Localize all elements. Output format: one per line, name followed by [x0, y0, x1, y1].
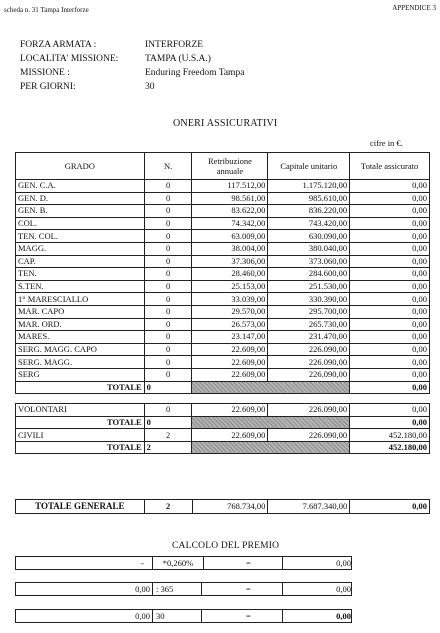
cell-n: 0: [144, 230, 192, 243]
cell-retribuzione: 38.004,00: [192, 242, 268, 255]
cell-totale: 0,00: [350, 305, 430, 318]
totale-generale-row: [16, 500, 430, 514]
table-header-row: [16, 153, 430, 180]
cell-totale: 0,00: [350, 368, 430, 381]
totale-label: TOTALE: [16, 381, 145, 394]
cell-n: 0: [144, 180, 192, 193]
table-row: [16, 280, 430, 293]
totale-generale-totale: 0,00: [350, 500, 430, 514]
header-totale: Totale assicurato: [350, 153, 430, 180]
civili-grado: CIVILI: [16, 429, 145, 442]
premio-1-b: *0,260%: [152, 557, 204, 569]
totale-volontari-row: [16, 416, 430, 429]
table-row: [16, 255, 430, 268]
table-row: [16, 217, 430, 230]
cell-n: 0: [144, 343, 192, 356]
premio-2-b: : 365: [152, 583, 202, 595]
premio-2-a: 0,00: [135, 584, 150, 594]
civili-totale: 452.180,00: [350, 429, 430, 442]
cell-n: 0: [144, 318, 192, 331]
cell-grado: TEN.: [16, 268, 145, 281]
premio-3-result: 0,00: [282, 610, 351, 622]
header-right: APPENDICE 3: [392, 4, 436, 12]
cell-n: 0: [144, 217, 192, 230]
cell-retribuzione: 74.342,00: [192, 217, 268, 230]
cell-capitale: 226.090,00: [268, 356, 350, 369]
premio-2-result: 0,00: [282, 583, 351, 595]
totale-label: TOTALE: [16, 416, 145, 429]
totale-value: 0,00: [350, 416, 430, 429]
cell-totale: 0,00: [350, 331, 430, 344]
info-value-giorni: 30: [145, 82, 155, 92]
cell-n: 0: [144, 255, 192, 268]
cell-totale: 0,00: [350, 343, 430, 356]
cell-grado: SERG. MAGG. CAPO: [16, 343, 145, 356]
totale-n: 0: [144, 416, 192, 429]
table-row: [16, 343, 430, 356]
premio-3-a: 0,00: [135, 611, 150, 621]
cell-retribuzione: 25.153,00: [192, 280, 268, 293]
cell-capitale: 265.730,00: [268, 318, 350, 331]
cell-retribuzione: 22.609,00: [192, 368, 268, 381]
cell-grado: GEN. D.: [16, 192, 145, 205]
info-label-giorni: PER GIORNI:: [20, 82, 76, 92]
cell-grado: MARES.: [16, 331, 145, 344]
table-row: [16, 268, 430, 281]
premio-row-2: [15, 582, 352, 596]
cell-grado: SERG. MAGG.: [16, 356, 145, 369]
table-row: [16, 318, 430, 331]
table-row: [16, 356, 430, 369]
table-row: [16, 192, 430, 205]
cell-n: 0: [144, 356, 192, 369]
insurance-table: [15, 152, 430, 454]
cell-n: 0: [144, 192, 192, 205]
totale-civili-row: [16, 441, 430, 454]
cell-retribuzione: 98.561,00: [192, 192, 268, 205]
cell-capitale: 373.060,00: [268, 255, 350, 268]
header-left: scheda n. 31 Tampa Interforze: [4, 6, 89, 14]
cell-totale: 0,00: [350, 280, 430, 293]
cell-totale: 0,00: [350, 293, 430, 306]
totale-value: 452.180,00: [350, 441, 430, 454]
cell-retribuzione: 26.573,00: [192, 318, 268, 331]
totale-generale-capitale: 7.687.340,00: [268, 500, 350, 514]
premio-1-result: 0,00: [282, 557, 351, 569]
table-row: [16, 293, 430, 306]
table-row: [16, 368, 430, 381]
totale-generale-label: TOTALE GENERALE: [16, 500, 145, 514]
premio-title: CALCOLO DEL PREMIO: [172, 541, 280, 551]
volontari-grado: VOLONTARI: [16, 404, 145, 417]
cell-retribuzione: 29.570,00: [192, 305, 268, 318]
cell-totale: 0,00: [350, 230, 430, 243]
cell-capitale: 284.600,00: [268, 268, 350, 281]
cell-capitale: 226.090,00: [268, 368, 350, 381]
premio-1-eq: =: [246, 558, 251, 568]
cell-totale: 0,00: [350, 356, 430, 369]
info-value-localita: TAMPA (U.S.A.): [145, 54, 211, 64]
premio-2-eq: =: [246, 584, 251, 594]
table-row: [16, 305, 430, 318]
cell-totale: 0,00: [350, 268, 430, 281]
info-value-forza: INTERFORZE: [145, 40, 204, 50]
cell-grado: 1° MARESCIALLO: [16, 293, 145, 306]
volontari-capitale: 226.090,00: [268, 404, 350, 417]
table-row: [16, 205, 430, 218]
info-label-missione: MISSIONE :: [20, 68, 70, 78]
section-title: ONERI ASSICURATIVI: [173, 118, 278, 129]
totale-n: 2: [144, 441, 192, 454]
cell-retribuzione: 37.306,00: [192, 255, 268, 268]
cell-n: 0: [144, 305, 192, 318]
cell-retribuzione: 22.609,00: [192, 356, 268, 369]
info-value-missione: Enduring Freedom Tampa: [145, 68, 245, 78]
totale-row: [16, 381, 430, 394]
cell-n: 0: [144, 242, 192, 255]
cell-capitale: 330.390,00: [268, 293, 350, 306]
currency-note: cifre in €.: [370, 138, 403, 148]
cell-totale: 0,00: [350, 255, 430, 268]
cell-capitale: 226.090,00: [268, 343, 350, 356]
civili-capitale: 226.090,00: [268, 429, 350, 442]
cell-grado: COL.: [16, 217, 145, 230]
cell-retribuzione: 22.609,00: [192, 343, 268, 356]
cell-capitale: 836.220,00: [268, 205, 350, 218]
cell-retribuzione: 23.147,00: [192, 331, 268, 344]
totale-value: 0,00: [350, 381, 430, 394]
volontari-n: 0: [144, 404, 192, 417]
premio-3-eq: =: [246, 611, 251, 621]
totale-generale-table: [15, 499, 430, 514]
cell-capitale: 251.530,00: [268, 280, 350, 293]
totale-n: 0: [144, 381, 192, 394]
cell-n: 0: [144, 331, 192, 344]
cell-capitale: 231.470,00: [268, 331, 350, 344]
info-label-localita: LOCALITA' MISSIONE:: [20, 54, 119, 64]
cell-grado: SERG: [16, 368, 145, 381]
volontari-totale: 0,00: [350, 404, 430, 417]
cell-n: 0: [144, 368, 192, 381]
cell-retribuzione: 28.460,00: [192, 268, 268, 281]
cell-n: 0: [144, 268, 192, 281]
table-row: [16, 242, 430, 255]
civili-n: 2: [144, 429, 192, 442]
cell-capitale: 295.700,00: [268, 305, 350, 318]
table-row: [16, 180, 430, 193]
premio-row-1: [15, 556, 352, 570]
cell-n: 0: [144, 280, 192, 293]
cell-retribuzione: 33.039,00: [192, 293, 268, 306]
cell-totale: 0,00: [350, 217, 430, 230]
cell-retribuzione: 117.512,00: [192, 180, 268, 193]
cell-n: 0: [144, 293, 192, 306]
cell-grado: GEN. C.A.: [16, 180, 145, 193]
shaded-cell: [192, 381, 350, 394]
cell-grado: MAR. CAPO: [16, 305, 145, 318]
cell-n: 0: [144, 205, 192, 218]
cell-grado: MAR. ORD.: [16, 318, 145, 331]
header-n: N.: [144, 153, 192, 180]
shaded-cell: [192, 416, 350, 429]
shaded-cell: [192, 441, 350, 454]
cell-capitale: 985.610,00: [268, 192, 350, 205]
cell-grado: MAGG.: [16, 242, 145, 255]
civili-retribuzione: 22.609,00: [192, 429, 268, 442]
header-grado: GRADO: [16, 153, 145, 180]
totale-label: TOTALE: [16, 441, 145, 454]
civili-row: [16, 429, 430, 442]
header-capitale: Capitale unitario: [268, 153, 350, 180]
cell-grado: GEN. B.: [16, 205, 145, 218]
cell-totale: 0,00: [350, 180, 430, 193]
cell-retribuzione: 83.622,00: [192, 205, 268, 218]
volontari-row: [16, 404, 430, 417]
premio-3-b: 30: [152, 610, 202, 622]
table-row: [16, 230, 430, 243]
header-retribuzione: Retribuzione annuale: [192, 153, 268, 180]
cell-retribuzione: 63.009,00: [192, 230, 268, 243]
totale-generale-retribuzione: 768.734,00: [192, 500, 268, 514]
cell-capitale: 1.175.120,00: [268, 180, 350, 193]
cell-totale: 0,00: [350, 192, 430, 205]
cell-capitale: 630.090,00: [268, 230, 350, 243]
cell-totale: 0,00: [350, 318, 430, 331]
cell-totale: 0,00: [350, 242, 430, 255]
cell-capitale: 380.040,00: [268, 242, 350, 255]
table-row: [16, 331, 430, 344]
volontari-retribuzione: 22.609,00: [192, 404, 268, 417]
cell-grado: S.TEN.: [16, 280, 145, 293]
cell-grado: TEN. COL.: [16, 230, 145, 243]
cell-totale: 0,00: [350, 205, 430, 218]
premio-row-3: [15, 609, 352, 623]
info-label-forza: FORZA ARMATA :: [20, 40, 97, 50]
cell-capitale: 743.420,00: [268, 217, 350, 230]
totale-generale-n: 2: [144, 500, 192, 514]
premio-1-a: -: [141, 558, 144, 568]
cell-grado: CAP.: [16, 255, 145, 268]
spacer-row: [16, 394, 430, 404]
